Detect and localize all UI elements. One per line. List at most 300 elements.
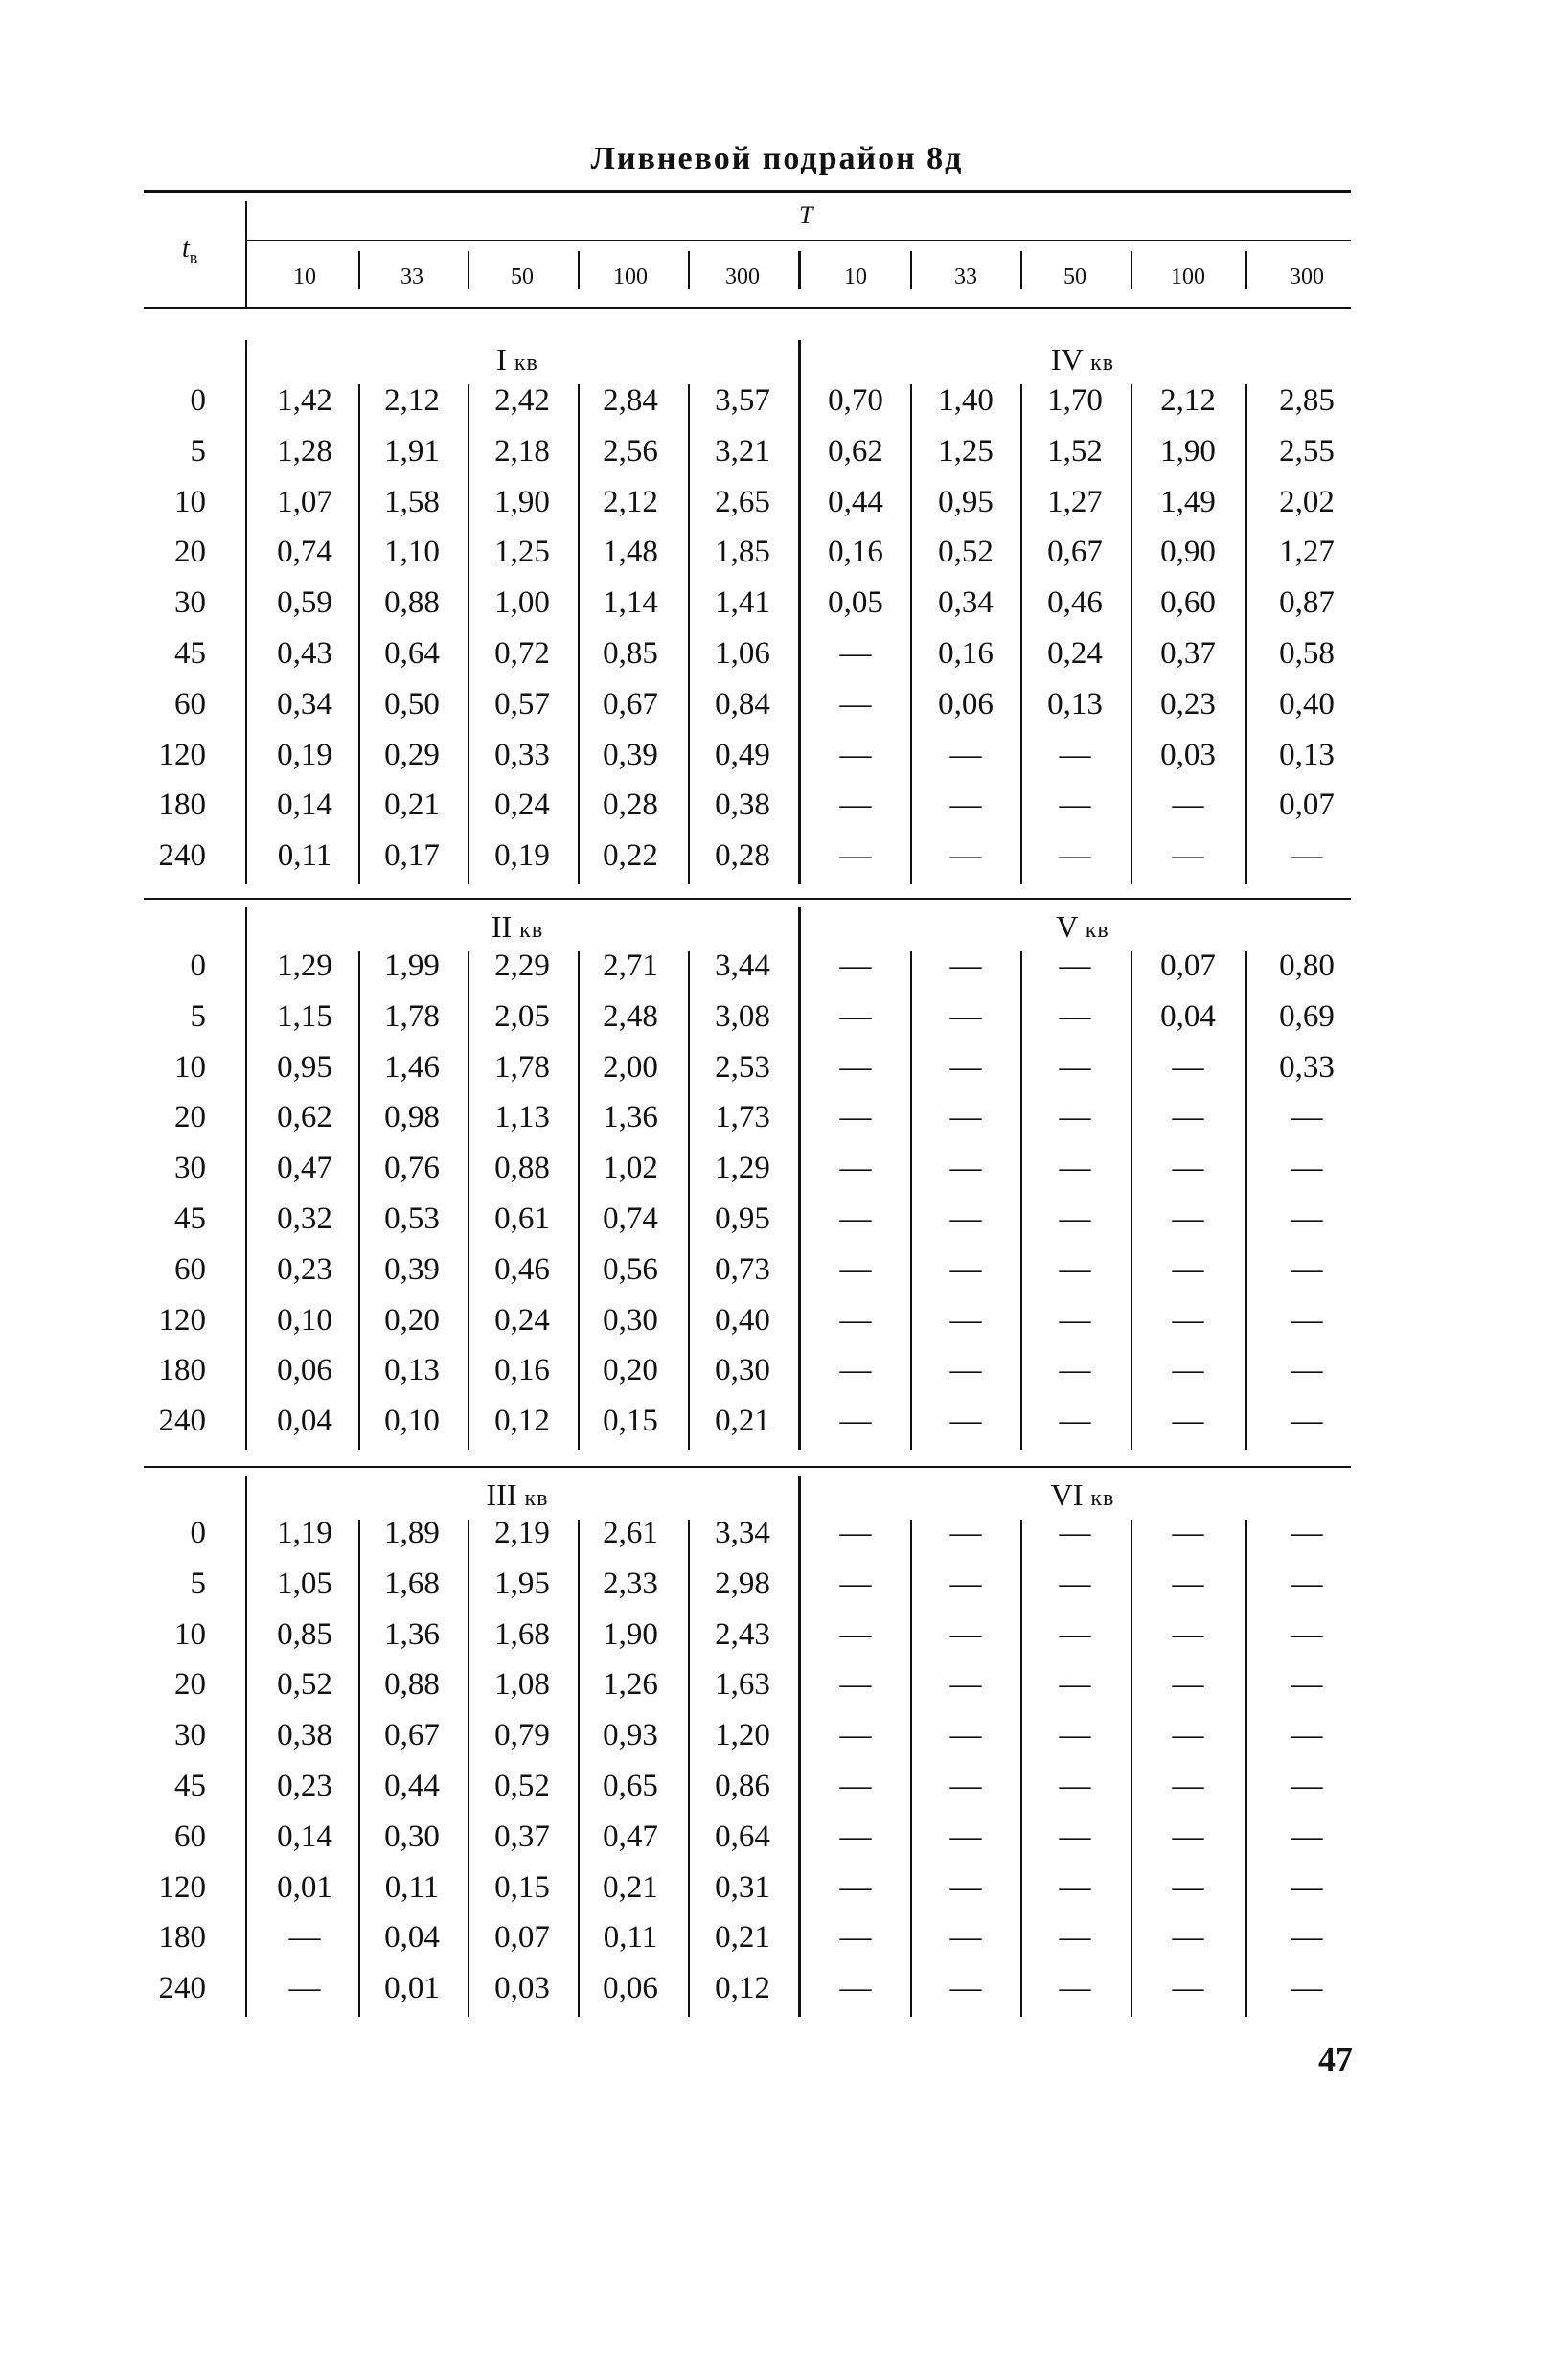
table-cell: 0,04 xyxy=(277,1404,332,1439)
table-cell: 0,30 xyxy=(384,1819,440,1854)
table-cell: — xyxy=(1291,1971,1323,2006)
table-cell: 0,07 xyxy=(494,1920,550,1956)
table-cell: 1,27 xyxy=(1279,535,1335,570)
table-cell: 0,28 xyxy=(603,788,658,823)
table-cell: — xyxy=(949,1404,982,1439)
section-column-divider xyxy=(1131,384,1132,884)
table-cell: 0,06 xyxy=(277,1353,332,1388)
table-cell: 1,08 xyxy=(494,1667,550,1703)
table-cell: — xyxy=(1291,1151,1323,1186)
section-left-number: II xyxy=(491,909,513,944)
table-cell: — xyxy=(1059,1769,1091,1803)
table-cell: 0,72 xyxy=(494,636,550,671)
table-cell: — xyxy=(839,1819,872,1854)
section-right-label xyxy=(987,342,1178,378)
table-cell: — xyxy=(839,1971,872,2006)
table-cell: 0,58 xyxy=(1279,636,1335,671)
period-header-divider xyxy=(1245,251,1247,289)
table-cell: 0,88 xyxy=(384,1667,440,1703)
section-left-number: I xyxy=(496,342,507,377)
section-column-divider xyxy=(910,951,912,1450)
table-cell: — xyxy=(1059,998,1091,1034)
table-cell: — xyxy=(1059,1516,1091,1550)
table-cell: — xyxy=(949,1049,982,1085)
table-cell: — xyxy=(839,1353,872,1388)
table-cell: 1,63 xyxy=(715,1667,770,1703)
row-time-value: 45 xyxy=(174,1769,206,1803)
table-cell: — xyxy=(949,1971,982,2006)
table-cell: — xyxy=(1291,1667,1323,1703)
table-cell: 0,03 xyxy=(1160,737,1216,772)
table-cell: 3,44 xyxy=(715,949,770,983)
table-cell: — xyxy=(1291,1353,1323,1388)
table-cell: 0,76 xyxy=(384,1151,440,1186)
table-cell: — xyxy=(839,686,872,721)
table-cell: 0,37 xyxy=(494,1819,550,1854)
section-divider-rule xyxy=(144,1466,1351,1468)
table-cell: — xyxy=(1059,788,1091,823)
table-cell: — xyxy=(839,1920,872,1956)
table-cell: — xyxy=(1059,1201,1091,1236)
table-cell: 2,12 xyxy=(603,484,658,519)
table-cell: 2,65 xyxy=(715,484,770,519)
table-cell: — xyxy=(1172,1049,1204,1085)
table-cell: — xyxy=(949,1718,982,1753)
header-stub-divider xyxy=(245,201,247,309)
table-cell: 1,68 xyxy=(384,1566,440,1601)
table-cell: — xyxy=(1172,1769,1204,1803)
table-cell: 0,14 xyxy=(277,788,332,823)
table-cell: — xyxy=(1172,1100,1204,1135)
section-column-divider xyxy=(1245,384,1247,884)
table-cell: 1,02 xyxy=(603,1151,658,1186)
table-cell: 0,50 xyxy=(384,686,440,721)
table-cell: 2,61 xyxy=(603,1516,658,1550)
period-header-divider xyxy=(688,251,690,289)
table-cell: 0,33 xyxy=(1279,1049,1335,1085)
page-number: 47 xyxy=(1318,2040,1353,2078)
section-left-unit: кв xyxy=(524,1486,549,1511)
table-cell: 0,95 xyxy=(715,1201,770,1236)
table-cell: 1,89 xyxy=(384,1516,440,1550)
table-cell: — xyxy=(1291,1819,1323,1854)
section-stub-divider xyxy=(245,1476,247,2017)
row-time-value: 120 xyxy=(158,1869,206,1905)
table-cell: 0,04 xyxy=(384,1920,440,1956)
row-time-value: 0 xyxy=(190,1516,206,1550)
table-cell: 2,12 xyxy=(384,383,440,418)
row-time-value: 45 xyxy=(174,1201,206,1236)
table-cell: 3,21 xyxy=(715,433,770,469)
table-cell: 0,21 xyxy=(603,1869,658,1905)
table-cell: 2,98 xyxy=(715,1566,770,1601)
table-cell: 0,60 xyxy=(1160,585,1216,621)
table-cell: 2,19 xyxy=(494,1516,550,1550)
table-cell: 0,87 xyxy=(1279,585,1335,621)
table-cell: 1,95 xyxy=(494,1566,550,1601)
table-cell: 0,19 xyxy=(494,838,550,874)
table-cell: — xyxy=(1291,1251,1323,1287)
table-cell: 1,40 xyxy=(938,383,994,418)
table-cell: 0,11 xyxy=(277,838,332,874)
table-cell: 0,30 xyxy=(715,1353,770,1388)
period-header-cell: 100 xyxy=(1171,264,1205,289)
section-right-number: IV xyxy=(1050,342,1084,377)
section-stub-divider xyxy=(245,907,247,1450)
table-cell: 0,43 xyxy=(277,636,332,671)
section-right-unit: кв xyxy=(1085,918,1109,943)
table-cell: 1,29 xyxy=(715,1151,770,1186)
table-cell: — xyxy=(839,1251,872,1287)
table-cell: 0,32 xyxy=(277,1201,332,1236)
table-cell: 1,10 xyxy=(384,535,440,570)
table-cell: 0,23 xyxy=(1160,686,1216,721)
table-cell: — xyxy=(1172,1151,1204,1186)
table-cell: 1,00 xyxy=(494,585,550,621)
row-time-value: 0 xyxy=(190,383,206,418)
section-stub-divider xyxy=(245,340,247,884)
table-cell: 0,93 xyxy=(603,1718,658,1753)
table-cell: — xyxy=(949,1201,982,1236)
table-cell: — xyxy=(839,737,872,772)
row-time-value: 45 xyxy=(174,636,206,671)
table-cell: — xyxy=(949,1769,982,1803)
section-right-unit: кв xyxy=(1090,1486,1115,1511)
table-cell: 0,44 xyxy=(384,1769,440,1803)
section-mid-divider xyxy=(798,907,801,1450)
row-time-value: 5 xyxy=(190,998,206,1034)
table-cell: 2,48 xyxy=(603,998,658,1034)
table-cell: 2,33 xyxy=(603,1566,658,1601)
table-cell: — xyxy=(1291,1616,1323,1652)
table-cell: — xyxy=(1059,1819,1091,1854)
row-time-value: 120 xyxy=(158,1302,206,1338)
table-cell: 0,73 xyxy=(715,1251,770,1287)
table-cell: 1,07 xyxy=(277,484,332,519)
table-cell: 0,90 xyxy=(1160,535,1216,570)
table-cell: 0,31 xyxy=(715,1869,770,1905)
table-cell: 0,40 xyxy=(1279,686,1335,721)
table-cell: 2,84 xyxy=(603,383,658,418)
table-cell: — xyxy=(1059,1353,1091,1388)
table-cell: 1,78 xyxy=(494,1049,550,1085)
table-cell: 0,67 xyxy=(1047,535,1103,570)
table-cell: — xyxy=(1172,788,1204,823)
table-cell: 0,16 xyxy=(938,636,994,671)
table-cell: 0,61 xyxy=(494,1201,550,1236)
table-cell: 1,48 xyxy=(603,535,658,570)
table-cell: — xyxy=(949,1920,982,1956)
row-time-value: 30 xyxy=(174,585,206,621)
table-cell: 0,24 xyxy=(1047,636,1103,671)
table-cell: — xyxy=(1059,1100,1091,1135)
table-cell: — xyxy=(1172,1616,1204,1652)
table-cell: 0,05 xyxy=(828,585,883,621)
table-cell: — xyxy=(1172,1251,1204,1287)
table-cell: 0,52 xyxy=(938,535,994,570)
table-cell: — xyxy=(839,1667,872,1703)
table-cell: — xyxy=(839,1516,872,1550)
row-time-value: 120 xyxy=(158,737,206,772)
table-cell: 0,64 xyxy=(715,1819,770,1854)
table-cell: — xyxy=(1172,1404,1204,1439)
table-cell: 1,28 xyxy=(277,433,332,469)
table-cell: 1,90 xyxy=(1160,433,1216,469)
period-header-divider xyxy=(1131,251,1132,289)
period-header-divider xyxy=(578,251,580,289)
section-mid-divider xyxy=(798,340,801,884)
table-cell: 0,79 xyxy=(494,1718,550,1753)
row-time-value: 60 xyxy=(174,1251,206,1287)
table-cell: 0,13 xyxy=(384,1353,440,1388)
header-bottom-rule xyxy=(144,307,1351,309)
table-cell: 1,52 xyxy=(1047,433,1103,469)
table-cell: 2,00 xyxy=(603,1049,658,1085)
section-column-divider xyxy=(1131,1520,1132,2017)
table-cell: — xyxy=(1291,1100,1323,1135)
table-cell: 0,38 xyxy=(277,1718,332,1753)
table-cell: — xyxy=(949,838,982,874)
table-cell: — xyxy=(839,1616,872,1652)
table-cell: — xyxy=(1059,1151,1091,1186)
table-cell: 0,07 xyxy=(1279,788,1335,823)
table-cell: 0,74 xyxy=(277,535,332,570)
table-cell: 0,21 xyxy=(715,1404,770,1439)
table-cell: 0,16 xyxy=(828,535,883,570)
table-cell: 0,39 xyxy=(384,1251,440,1287)
table-cell: — xyxy=(1059,1616,1091,1652)
table-cell: 2,05 xyxy=(494,998,550,1034)
table-cell: 0,12 xyxy=(715,1971,770,2006)
row-time-value: 180 xyxy=(158,1353,206,1388)
table-cell: 1,49 xyxy=(1160,484,1216,519)
table-cell: — xyxy=(1172,1718,1204,1753)
table-cell: 0,95 xyxy=(277,1049,332,1085)
table-cell: 0,03 xyxy=(494,1971,550,2006)
row-time-value: 5 xyxy=(190,1566,206,1601)
row-time-value: 60 xyxy=(174,686,206,721)
table-cell: 0,10 xyxy=(384,1404,440,1439)
table-cell: — xyxy=(949,737,982,772)
table-cell: 0,85 xyxy=(277,1616,332,1652)
table-cell: — xyxy=(1172,1302,1204,1338)
table-cell: 0,30 xyxy=(603,1302,658,1338)
table-cell: 0,06 xyxy=(603,1971,658,2006)
table-cell: 1,91 xyxy=(384,433,440,469)
table-cell: 2,56 xyxy=(603,433,658,469)
table-cell: — xyxy=(1059,838,1091,874)
table-cell: 0,39 xyxy=(603,737,658,772)
period-header-rule xyxy=(247,240,1351,241)
table-cell: — xyxy=(949,1566,982,1601)
table-cell: 0,15 xyxy=(603,1404,658,1439)
table-cell: 0,11 xyxy=(603,1920,658,1956)
table-cell: 1,25 xyxy=(494,535,550,570)
table-cell: — xyxy=(1172,1869,1204,1905)
period-header-cell: 300 xyxy=(1290,264,1324,289)
period-header-divider-mid xyxy=(798,251,801,289)
section-right-label xyxy=(987,909,1178,945)
table-cell: 1,46 xyxy=(384,1049,440,1085)
row-time-value: 20 xyxy=(174,535,206,570)
row-time-value: 20 xyxy=(174,1667,206,1703)
table-cell: 2,43 xyxy=(715,1616,770,1652)
table-cell: 1,36 xyxy=(603,1100,658,1135)
table-cell: 0,34 xyxy=(277,686,332,721)
table-cell: 0,07 xyxy=(1160,949,1216,983)
table-cell: 1,36 xyxy=(384,1616,440,1652)
table-cell: — xyxy=(1291,1516,1323,1550)
table-cell: — xyxy=(1291,1302,1323,1338)
table-cell: 0,06 xyxy=(938,686,994,721)
period-header-divider xyxy=(468,251,469,289)
table-cell: 0,62 xyxy=(277,1100,332,1135)
table-cell: 0,14 xyxy=(277,1819,332,1854)
table-cell: — xyxy=(1291,838,1323,874)
table-cell: 1,42 xyxy=(277,383,332,418)
table-cell: 0,64 xyxy=(384,636,440,671)
section-left-label xyxy=(422,342,613,378)
row-variable-label xyxy=(182,234,197,268)
table-cell: 0,98 xyxy=(384,1100,440,1135)
table-cell: 0,86 xyxy=(715,1769,770,1803)
table-cell: — xyxy=(288,1920,321,1956)
table-cell: 2,55 xyxy=(1279,433,1335,469)
table-cell: — xyxy=(949,1667,982,1703)
table-cell: — xyxy=(839,788,872,823)
table-cell: — xyxy=(1291,1869,1323,1905)
table-cell: 0,40 xyxy=(715,1302,770,1338)
table-cell: 0,44 xyxy=(828,484,883,519)
table-cell: 1,25 xyxy=(938,433,994,469)
section-right-unit: кв xyxy=(1090,351,1115,376)
period-header-cell: 10 xyxy=(293,264,316,289)
table-cell: 2,53 xyxy=(715,1049,770,1085)
table-cell: — xyxy=(1059,737,1091,772)
table-cell: 0,62 xyxy=(828,433,883,469)
table-cell: — xyxy=(949,1151,982,1186)
table-cell: — xyxy=(1172,838,1204,874)
table-cell: — xyxy=(839,1404,872,1439)
table-cell: — xyxy=(1172,1201,1204,1236)
table-cell: — xyxy=(949,998,982,1034)
table-cell: 0,74 xyxy=(603,1201,658,1236)
table-cell: — xyxy=(1172,1819,1204,1854)
table-cell: 1,06 xyxy=(715,636,770,671)
table-cell: 0,20 xyxy=(384,1302,440,1338)
row-time-value: 10 xyxy=(174,1049,206,1085)
table-cell: — xyxy=(1172,1516,1204,1550)
table-cell: — xyxy=(1291,1566,1323,1601)
table-cell: — xyxy=(839,1718,872,1753)
table-cell: 0,46 xyxy=(1047,585,1103,621)
table-cell: — xyxy=(839,998,872,1034)
section-right-number: V xyxy=(1056,909,1078,944)
table-cell: — xyxy=(949,1302,982,1338)
table-cell: 3,57 xyxy=(715,383,770,418)
section-right-number: VI xyxy=(1050,1477,1084,1512)
table-cell: 0,20 xyxy=(603,1353,658,1388)
table-cell: — xyxy=(1291,1404,1323,1439)
table-cell: — xyxy=(949,1516,982,1550)
row-time-value: 5 xyxy=(190,433,206,469)
table-cell: 0,70 xyxy=(828,383,883,418)
table-cell: 3,08 xyxy=(715,998,770,1034)
table-cell: — xyxy=(949,788,982,823)
table-cell: 0,53 xyxy=(384,1201,440,1236)
table-cell: — xyxy=(1291,1920,1323,1956)
table-cell: — xyxy=(1059,1920,1091,1956)
table-cell: — xyxy=(839,1201,872,1236)
table-cell: 0,80 xyxy=(1279,949,1335,983)
section-left-label xyxy=(422,909,613,945)
table-cell: 1,78 xyxy=(384,998,440,1034)
period-header-cell: 50 xyxy=(511,264,534,289)
table-cell: — xyxy=(1059,1667,1091,1703)
row-time-value: 30 xyxy=(174,1151,206,1186)
table-cell: — xyxy=(1172,1353,1204,1388)
table-cell: 0,28 xyxy=(715,838,770,874)
table-cell: 1,19 xyxy=(277,1516,332,1550)
table-cell: 0,88 xyxy=(384,585,440,621)
table-cell: 0,34 xyxy=(938,585,994,621)
table-cell: 1,73 xyxy=(715,1100,770,1135)
row-time-value: 0 xyxy=(190,949,206,983)
table-cell: — xyxy=(1291,1718,1323,1753)
section-mid-divider xyxy=(798,1476,801,2017)
section-left-unit: кв xyxy=(514,351,538,376)
table-cell: 0,37 xyxy=(1160,636,1216,671)
row-time-value: 10 xyxy=(174,484,206,519)
table-cell: 0,16 xyxy=(494,1353,550,1388)
table-cell: — xyxy=(949,1819,982,1854)
table-cell: — xyxy=(839,1302,872,1338)
table-cell: 0,01 xyxy=(277,1869,332,1905)
table-cell: 1,05 xyxy=(277,1566,332,1601)
table-cell: 0,67 xyxy=(603,686,658,721)
period-header-cell: 33 xyxy=(954,264,977,289)
table-cell: 2,02 xyxy=(1279,484,1335,519)
table-cell: 2,18 xyxy=(494,433,550,469)
row-time-value: 10 xyxy=(174,1616,206,1652)
table-cell: 0,46 xyxy=(494,1251,550,1287)
section-divider-rule xyxy=(144,898,1351,900)
table-cell: — xyxy=(1291,1769,1323,1803)
table-cell: 0,15 xyxy=(494,1869,550,1905)
table-cell: 0,22 xyxy=(603,838,658,874)
table-cell: 2,42 xyxy=(494,383,550,418)
table-cell: 0,33 xyxy=(494,737,550,772)
table-cell: 1,14 xyxy=(603,585,658,621)
table-cell: 1,41 xyxy=(715,585,770,621)
table-cell: 0,21 xyxy=(384,788,440,823)
row-time-value: 180 xyxy=(158,788,206,823)
table-cell: 0,10 xyxy=(277,1302,332,1338)
table-cell: 1,85 xyxy=(715,535,770,570)
table-cell: 1,26 xyxy=(603,1667,658,1703)
table-cell: 0,52 xyxy=(494,1769,550,1803)
section-column-divider xyxy=(1245,1520,1247,2017)
table-cell: 0,11 xyxy=(384,1869,440,1905)
table-cell: 0,65 xyxy=(603,1769,658,1803)
table-cell: 0,13 xyxy=(1047,686,1103,721)
section-left-unit: кв xyxy=(519,918,544,943)
row-variable-symbol: t xyxy=(182,234,190,263)
header-top-rule xyxy=(144,190,1351,193)
table-cell: — xyxy=(1059,1251,1091,1287)
table-cell: — xyxy=(1172,1971,1204,2006)
table-cell: 0,52 xyxy=(277,1667,332,1703)
